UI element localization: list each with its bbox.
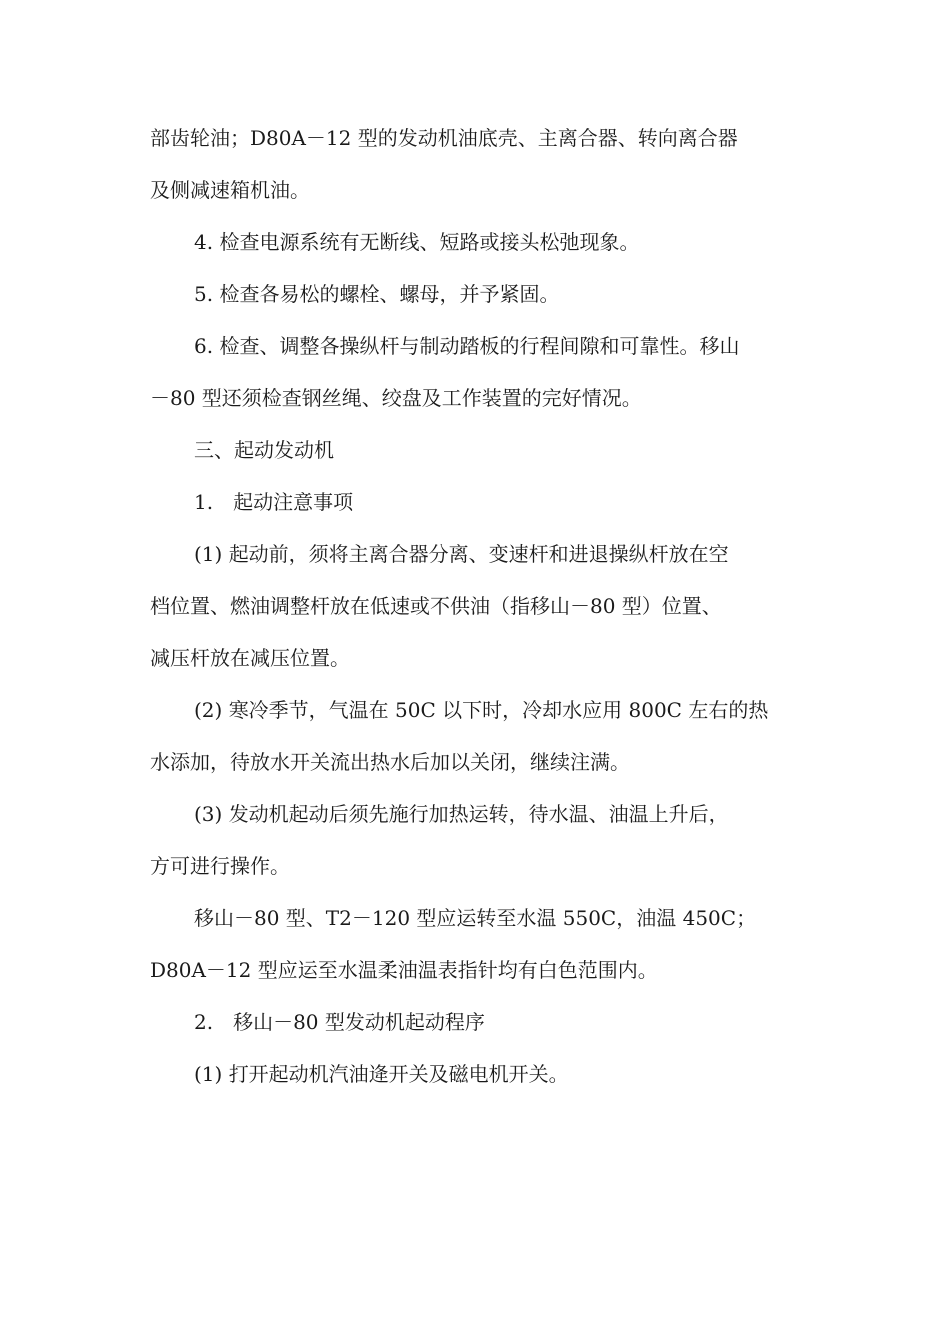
text-line: (1) 打开起动机汽油逄开关及磁电机开关。 xyxy=(194,1062,569,1086)
text-line: 4. 检查电源系统有无断线、短路或接头松弛现象。 xyxy=(194,230,640,254)
text-line: 减压杆放在减压位置。 xyxy=(150,646,350,670)
text-line: (3) 发动机起动后须先施行加热运转，待水温、油温上升后， xyxy=(194,802,729,826)
text-line: 水添加，待放水开关流出热水后加以关闭，继续注满。 xyxy=(150,750,630,774)
text-line: 5. 检查各易松的螺栓、螺母，并予紧固。 xyxy=(194,282,560,306)
text-line: 部齿轮油；D80A－12 型的发动机油底壳、主离合器、转向离合器 xyxy=(150,126,738,150)
text-line: 方可进行操作。 xyxy=(150,854,290,878)
text-line: D80A－12 型应运至水温柔油温表指针均有白色范围内。 xyxy=(150,958,658,982)
text-line: 档位置、燃油调整杆放在低速或不供油（指移山－80 型）位置、 xyxy=(150,594,722,618)
text-line: －80 型还须检查钢丝绳、绞盘及工作装置的完好情况。 xyxy=(150,386,642,410)
text-line: (1) 起动前，须将主离合器分离、变速杆和进退操纵杆放在空 xyxy=(194,542,729,566)
text-line: 移山－80 型、T2－120 型应运转至水温 550C，油温 450C； xyxy=(194,906,757,930)
subsection-heading: 2. 移山－80 型发动机起动程序 xyxy=(194,1010,485,1034)
text-line: 及侧减速箱机油。 xyxy=(150,178,310,202)
text-line: 6. 检查、调整各操纵杆与制动踏板的行程间隙和可靠性。移山 xyxy=(194,334,740,358)
subsection-heading: 1. 起动注意事项 xyxy=(194,490,354,514)
section-heading: 三、起动发动机 xyxy=(194,438,334,462)
text-line: (2) 寒冷季节，气温在 50C 以下时，冷却水应用 800C 左右的热 xyxy=(194,698,769,722)
document-body xyxy=(150,112,805,1100)
